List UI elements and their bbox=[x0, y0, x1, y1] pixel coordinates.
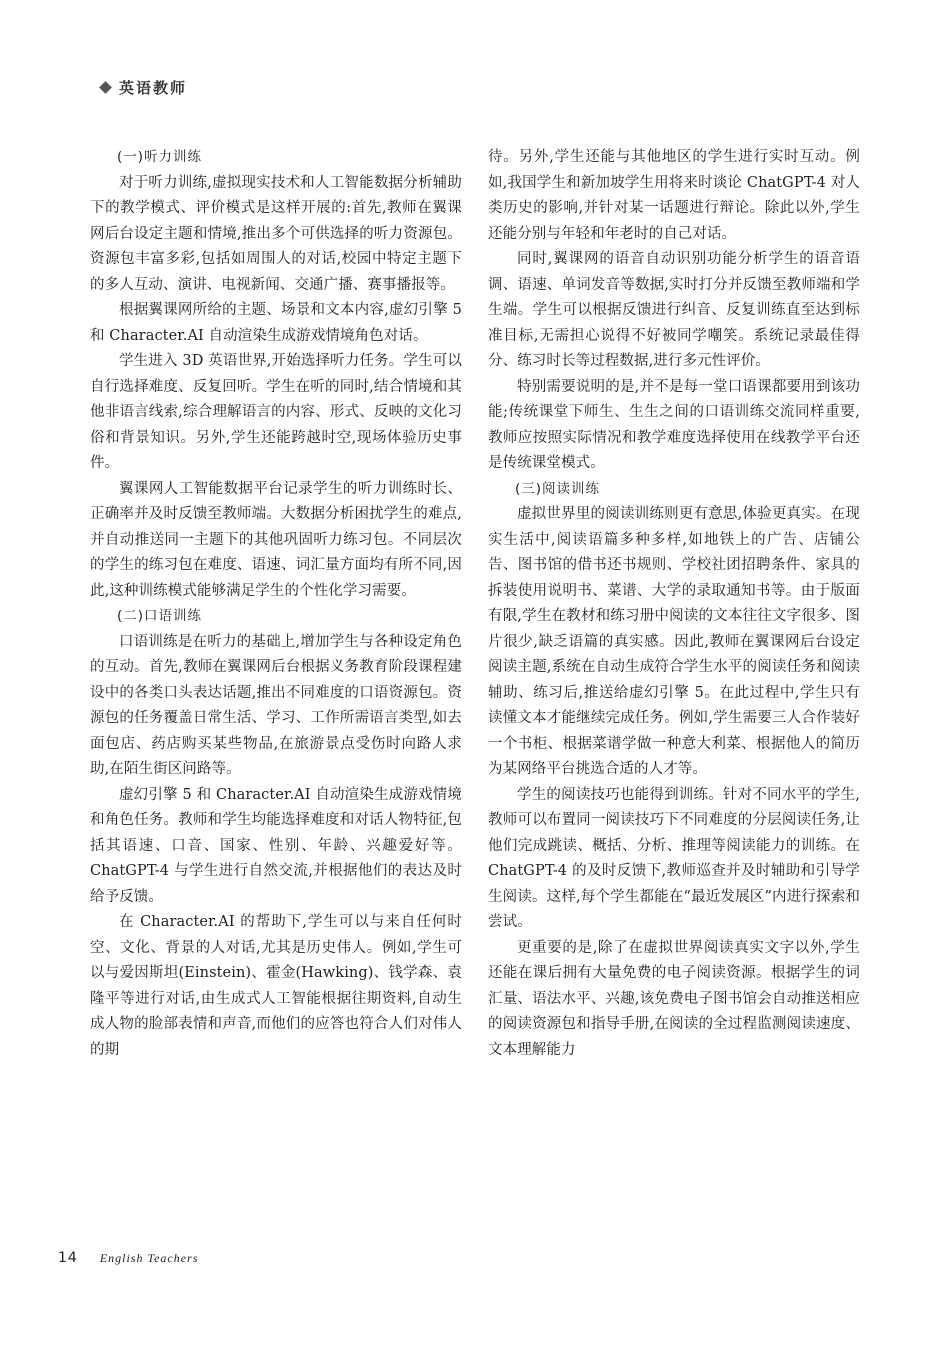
diamond-icon bbox=[99, 81, 112, 94]
page-footer bbox=[58, 1250, 198, 1266]
paragraph: 对于听力训练,虚拟现实技术和人工智能数据分析辅助下的教学模式、评价模式是这样开展的:首先,教师在翼课网后台设定主题和情境,推出多个可供选择的听力资源包。资源包丰富多彩,包括如周围人的对话,校园中特定主题下的多人互动、演讲、电视新闻、交通广播、赛事播报等。 bbox=[90, 174, 462, 293]
section-heading-listening: (一)听力训练 bbox=[117, 149, 203, 165]
paragraph: 特别需要说明的是,并不是每一堂口语课都要用到该功能;传统课堂下师生、生生之间的口语训练交流同样重要,教师应按照实际情况和教学难度选择使用在线教学平台还是传统课堂模式。 bbox=[488, 378, 860, 471]
paragraph: 学生进入 3D 英语世界,开始选择听力任务。学生可以自行选择难度、反复回听。学生在听的同时,结合情境和其他非语言线索,综合理解语言的内容、形式、反映的文化习俗和背景知识。另外,学生还能跨越时空,现场体验历史事件。 bbox=[90, 353, 462, 471]
paragraph: 虚拟世界里的阅读训练则更有意思,体验更真实。在现实生活中,阅读语篇多种多样,如地铁上的广告、店铺公告、图书馆的借书还书规则、学校社团招聘条件、家具的拆装使用说明书、菜谱、大学的录取通知书等。由于版面有限,学生在教材和练习册中阅读的文本往往文字很多、图片很少,缺乏语篇的真实感。因此,教师在翼课网后台设定阅读主题,系统在自动生成符合学生水平的阅读任务和阅读辅助、练习后,推送给虚幻引擎 5。在此过程中,学生只有读懂文本才能继续完成任务。例如,学生需要三人合作装好一个书柜、根据菜谱学做一种意大利菜、根据他人的简历为某网络平台挑选合适的人才等。 bbox=[488, 506, 860, 777]
page-number: 14 bbox=[58, 1250, 78, 1266]
paragraph: 根据翼课网所给的主题、场景和文本内容,虚幻引擎 5 和 Character.AI 自动渲染生成游戏情境角色对话。 bbox=[90, 302, 462, 344]
paragraph: 更重要的是,除了在虚拟世界阅读真实文字以外,学生还能在课后拥有大量免费的电子阅读资源。根据学生的词汇量、语法水平、兴趣,该免费电子图书馆会自动推送相应的阅读资源包和指导手册,在阅读的全过程监测阅读速度、文本理解能力 bbox=[488, 939, 860, 1058]
header-title: 英语教师 bbox=[119, 79, 188, 97]
paragraph: 翼课网人工智能数据平台记录学生的听力训练时长、正确率并及时反馈至教师端。大数据分析困扰学生的难点,并自动推送同一主题下的其他巩固听力练习包。不同层次的学生的练习包在难度、语速、词汇量方面均有所不同,因此,这种训练模式能够满足学生的个性化学习需要。 bbox=[90, 480, 462, 599]
paragraph: 口语训练是在听力的基础上,增加学生与各种设定角色的互动。首先,教师在翼课网后台根据义务教育阶段课程建设中的各类口头表达话题,推出不同难度的口语资源包。资源包的任务覆盖日常生活、学习、工作所需语言类型,如去面包店、药店购买某些物品,在旅游景点受伤时向路人求助,在陌生街区问路等。 bbox=[90, 633, 462, 777]
section-heading-reading: (三)阅读训练 bbox=[515, 480, 601, 497]
paragraph: 学生的阅读技巧也能得到训练。针对不同水平的学生,教师可以布置同一阅读技巧下不同难度的分层阅读任务,让他们完成跳读、概括、分析、推理等阅读能力的训练。在 ChatGPT-4 的及时反馈下,教师巡查并及时辅助和引导学生阅读。这样,每个学生都能在“最近发展区”内进行探索和尝试。 bbox=[488, 786, 860, 930]
section-heading-speaking: (二)口语训练 bbox=[117, 608, 203, 624]
paragraph: 同时,翼课网的语音自动识别功能分析学生的语音语调、语速、单词发音等数据,实时打分并反馈至教师端和学生端。学生可以根据反馈进行纠音、反复训练直至达到标准目标,无需担心说得不好被同学嘲笑。系统记录最佳得分、练习时长等过程数据,进行多元性评价。 bbox=[488, 251, 860, 369]
paragraph-continued: 待。另外,学生还能与其他地区的学生进行实时互动。例如,我国学生和新加坡学生用将来时谈论 ChatGPT-4 对人类历史的影响,并针对某一话题进行辩论。除此以外,学生还能分别与年轻和年老时的自己对话。 bbox=[488, 149, 860, 242]
left-column bbox=[90, 145, 462, 1063]
journal-name: English Teachers bbox=[99, 1251, 199, 1265]
running-header bbox=[101, 77, 187, 98]
paragraph: 虚幻引擎 5 和 Character.AI 自动渲染生成游戏情境和角色任务。教师和学生均能选择难度和对话人物特征,包括其语速、口音、国家、性别、年龄、兴趣爱好等。ChatGPT-4 与学生进行自然交流,并根据他们的表达及时给予反馈。 bbox=[90, 786, 462, 905]
right-column bbox=[488, 145, 860, 1063]
paragraph: 在 Character.AI 的帮助下,学生可以与来自任何时空、文化、背景的人对话,尤其是历史伟人。例如,学生可以与爱因斯坦(Einstein)、霍金(Hawking)、钱学森、袁隆平等进行对话,由生成式人工智能根据往期资料,自动生成人物的脸部表情和声音,而他们的应答也符合人们对伟人的期 bbox=[90, 914, 462, 1058]
